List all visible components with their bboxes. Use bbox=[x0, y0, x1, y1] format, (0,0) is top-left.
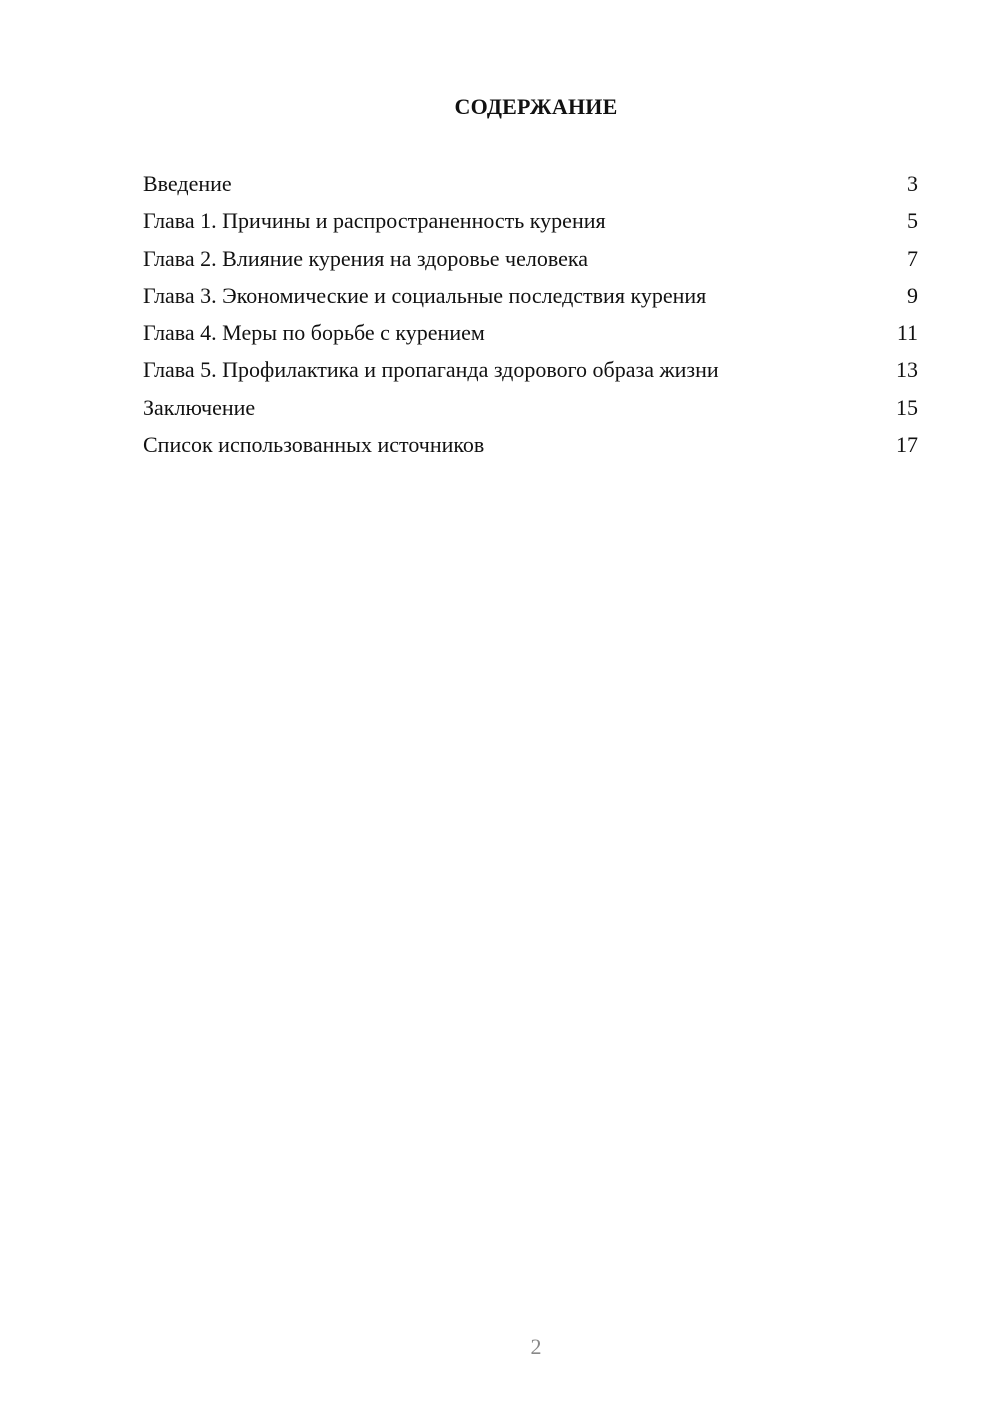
toc-entry-title: Заключение bbox=[143, 394, 256, 420]
toc-entry-title: Глава 4. Меры по борьбе с курением bbox=[143, 320, 485, 346]
toc-entry-page-number: 11 bbox=[896, 320, 918, 346]
toc-entry-page-number: 9 bbox=[907, 282, 918, 308]
toc-entry-chapter-3[interactable] bbox=[143, 281, 918, 318]
toc-entry-chapter-1[interactable] bbox=[143, 206, 918, 243]
toc-entry-conclusion[interactable] bbox=[143, 393, 918, 430]
toc-entry-title: Список использованных источников bbox=[143, 432, 485, 458]
toc-entry-introduction[interactable] bbox=[143, 169, 918, 206]
toc-entry-page-number: 13 bbox=[896, 357, 918, 383]
table-of-contents bbox=[143, 169, 918, 467]
toc-entry-page-number: 15 bbox=[896, 394, 918, 420]
toc-entry-chapter-5[interactable] bbox=[143, 355, 918, 392]
toc-entry-page-number: 5 bbox=[907, 208, 918, 234]
toc-entry-page-number: 17 bbox=[896, 432, 918, 458]
toc-entry-title: Глава 5. Профилактика и пропаганда здорового образа жизни bbox=[143, 357, 719, 383]
page-number: 2 bbox=[530, 1334, 542, 1359]
toc-entry-title: Введение bbox=[143, 171, 232, 196]
toc-entry-references[interactable] bbox=[143, 430, 918, 467]
toc-entry-title: Глава 1. Причины и распространенность курения bbox=[143, 208, 606, 234]
toc-entry-title: Глава 3. Экономические и социальные последствия курения bbox=[143, 282, 707, 308]
toc-entry-page-number: 3 bbox=[907, 171, 918, 196]
toc-entry-chapter-4[interactable] bbox=[143, 318, 918, 355]
toc-heading: СОДЕРЖАНИЕ bbox=[454, 94, 618, 119]
toc-entry-page-number: 7 bbox=[907, 245, 918, 271]
toc-entry-title: Глава 2. Влияние курения на здоровье человека bbox=[143, 245, 588, 271]
toc-entry-chapter-2[interactable] bbox=[143, 244, 918, 281]
